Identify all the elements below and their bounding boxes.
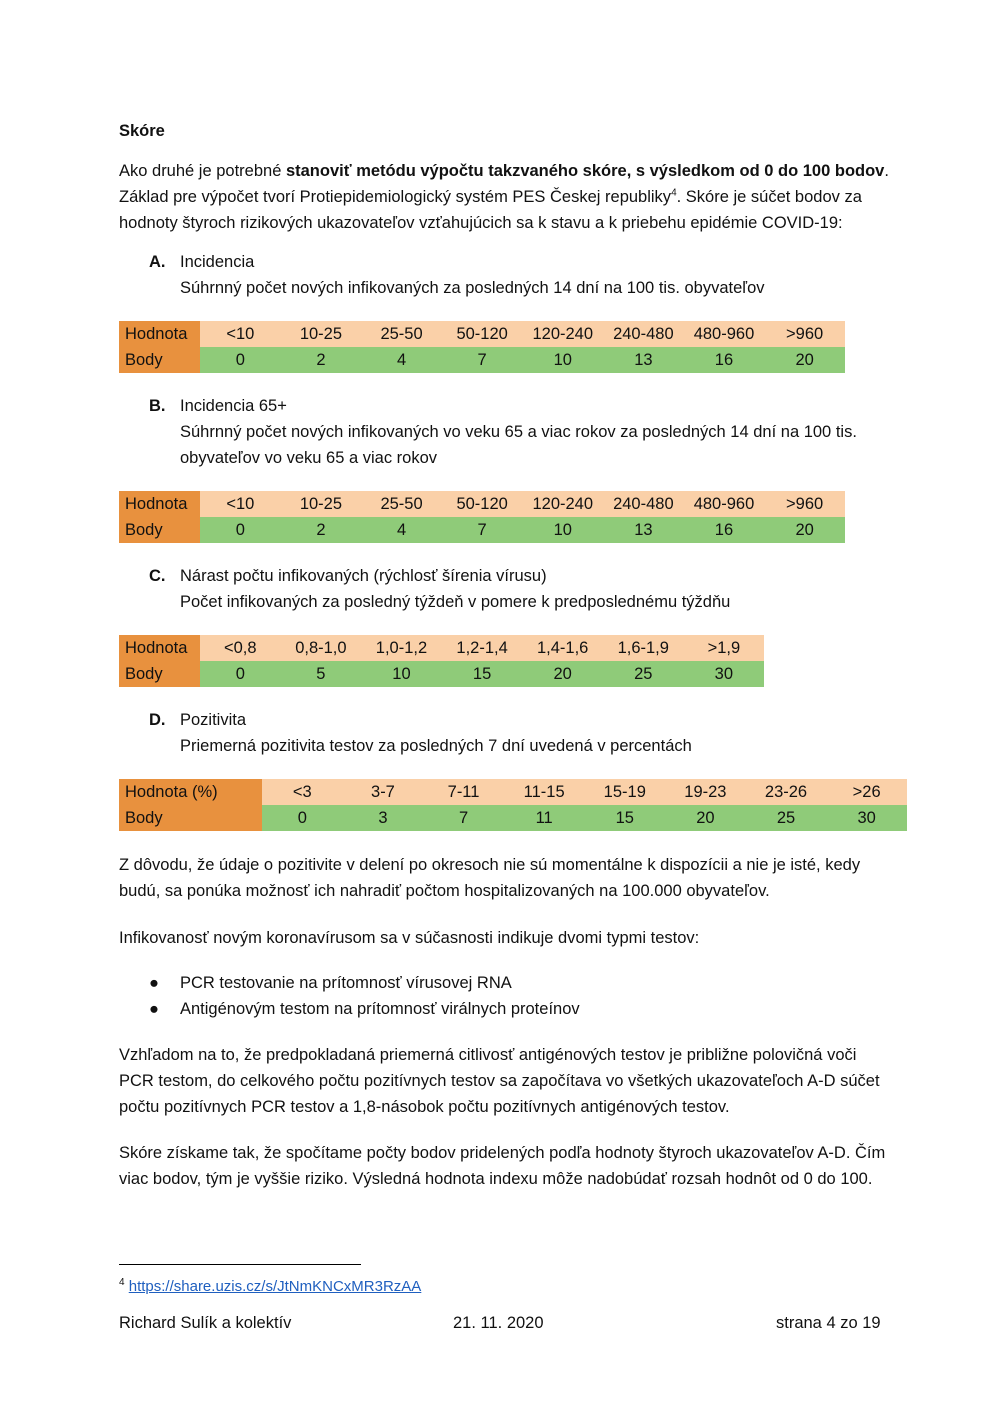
bullet-icon: ● [149, 1000, 159, 1018]
points-cell: 2 [281, 347, 362, 373]
points-cell: 16 [684, 517, 765, 543]
value-row [119, 321, 845, 347]
positivity-paragraph: Z dôvodu, že údaje o pozitivite v delení po okresoch nie sú momentálne k dispozícii a nie je isté, kedy budú, sa ponúka možnosť ich nahradiť počtom hospitalizovaných na 100.000 obyvateľov. [119, 856, 861, 900]
intro-line-1 [119, 158, 899, 184]
footer-author: Richard Sulík a kolektív [119, 1314, 292, 1332]
points-cell: 15 [584, 805, 665, 831]
value-cell: 25-50 [361, 491, 442, 517]
bullet-text: Antigénovým testom na prítomnosť virálnych proteínov [180, 1000, 580, 1018]
indicator-name: Incidencia 65+ [180, 397, 287, 415]
value-cell: 15-19 [584, 779, 665, 805]
points-cell: 15 [442, 661, 523, 687]
points-cell: 13 [603, 517, 684, 543]
score-table-a [119, 321, 845, 373]
value-cell: 11-15 [504, 779, 585, 805]
bullet-icon: ● [149, 974, 159, 992]
value-cell: 50-120 [442, 491, 523, 517]
value-cell: 23-26 [746, 779, 827, 805]
points-cell: 3 [343, 805, 424, 831]
indicator-letter: D. [149, 711, 166, 729]
value-row-label: Hodnota [119, 491, 200, 517]
value-cell: 1,6-1,9 [603, 635, 684, 661]
points-row-label: Body [119, 347, 200, 373]
points-cell: 7 [442, 347, 523, 373]
points-cell: 20 [522, 661, 603, 687]
indicator-description: Počet infikovaných za posledný týždeň v pomere k predposlednému týždňu [180, 593, 731, 611]
footer-page-number: strana 4 zo 19 [776, 1314, 881, 1332]
footnote [119, 1274, 421, 1300]
points-row [119, 661, 764, 687]
value-cell: 50-120 [442, 321, 523, 347]
value-row-label: Hodnota [119, 635, 200, 661]
points-cell: 25 [746, 805, 827, 831]
value-cell: 1,2-1,4 [442, 635, 523, 661]
intro-text: . Skóre je súčet bodov za [676, 188, 862, 206]
points-cell: 16 [684, 347, 765, 373]
value-cell: 19-23 [665, 779, 746, 805]
value-row-label: Hodnota (%) [119, 779, 262, 805]
points-row-label: Body [119, 517, 200, 543]
points-cell: 13 [603, 347, 684, 373]
value-row-label: Hodnota [119, 321, 200, 347]
value-cell: >26 [826, 779, 907, 805]
points-cell: 10 [522, 347, 603, 373]
indicator-letter: C. [149, 567, 166, 585]
indicator-b [149, 393, 889, 471]
score-summary-paragraph: Skóre získame tak, že spočítame počty bodov pridelených podľa hodnoty štyroch ukazovateľov A-D. Čím viac bodov, tým je vyššie riziko. Výsledná hodnota indexu môže nadobúdať rozsah hodnôt od 0 do 100. [119, 1144, 886, 1188]
points-cell: 20 [665, 805, 746, 831]
points-cell: 7 [442, 517, 523, 543]
value-row [119, 491, 845, 517]
points-cell: 11 [504, 805, 585, 831]
points-cell: 20 [764, 517, 845, 543]
points-cell: 0 [200, 517, 281, 543]
intro-bold-text: stanoviť metódu výpočtu takzvaného skóre, s výsledkom od 0 do 100 bodov [285, 162, 885, 180]
indicator-description: Priemerná pozitivita testov za posledných 7 dní uvedená v percentách [180, 737, 692, 755]
intro-line-3: hodnoty štyroch rizikových ukazovateľov vzťahujúcich sa k stavu a k priebehu epidémie COVID-19: [119, 214, 843, 232]
value-cell: 10-25 [281, 491, 362, 517]
indicator-description: Súhrnný počet nových infikovaných vo veku 65 a viac rokov za posledných 14 dní na 100 tis. obyvateľov vo veku 65 a viac rokov [180, 423, 857, 467]
value-cell: 10-25 [281, 321, 362, 347]
intro-paragraph [119, 158, 899, 236]
points-row [119, 347, 845, 373]
value-cell: 1,0-1,2 [361, 635, 442, 661]
value-cell: 3-7 [343, 779, 424, 805]
intro-line-2 [119, 184, 899, 210]
indicator-letter: A. [149, 253, 166, 271]
value-cell: <0,8 [200, 635, 281, 661]
value-cell: 1,4-1,6 [522, 635, 603, 661]
value-cell: <3 [262, 779, 343, 805]
value-cell: 25-50 [361, 321, 442, 347]
indicator-a [149, 249, 889, 301]
value-cell: <10 [200, 321, 281, 347]
intro-text: Základ pre výpočet tvorí Protiepidemiologický systém PES Českej republiky [119, 188, 672, 206]
value-cell: <10 [200, 491, 281, 517]
points-row [119, 805, 907, 831]
points-cell: 10 [361, 661, 442, 687]
value-cell: >1,9 [684, 635, 765, 661]
value-cell: 120-240 [522, 321, 603, 347]
points-row [119, 517, 845, 543]
footnote-reference[interactable]: 4 [671, 187, 677, 199]
points-cell: 2 [281, 517, 362, 543]
value-cell: 240-480 [603, 321, 684, 347]
sensitivity-paragraph: Vzhľadom na to, že predpokladaná priemerná citlivosť antigénových testov je približne polovičná voči PCR testom, do celkového počtu pozitívnych testov sa započítava vo všetkých ukazovateľoch A-D súčet počtu pozitívnych PCR testov a 1,8-násobok počtu pozitívnych antigénových testov. [119, 1046, 880, 1116]
value-cell: 240-480 [603, 491, 684, 517]
indicator-name: Pozitivita [180, 711, 247, 729]
indicator-letter: B. [149, 397, 166, 415]
points-cell: 5 [281, 661, 362, 687]
indicator-d [149, 707, 889, 759]
score-table-c [119, 635, 764, 687]
points-cell: 4 [361, 347, 442, 373]
indicator-name: Incidencia [180, 253, 255, 271]
value-cell: 120-240 [522, 491, 603, 517]
footnote-divider [119, 1264, 361, 1265]
indicator-name: Nárast počtu infikovaných (rýchlosť šírenia vírusu) [180, 567, 547, 585]
tests-intro-paragraph: Infikovanosť novým koronavírusom sa v súčasnosti indikuje dvomi typmi testov: [119, 929, 700, 947]
score-table-b [119, 491, 845, 543]
footer-date: 21. 11. 2020 [453, 1314, 544, 1332]
footnote-link[interactable]: https://share.uzis.cz/s/JtNmKNCxMR3RzAA [128, 1278, 422, 1295]
value-cell: 0,8-1,0 [281, 635, 362, 661]
points-cell: 10 [522, 517, 603, 543]
footnote-number: 4 [119, 1277, 125, 1288]
value-cell: >960 [764, 491, 845, 517]
score-table-d [119, 779, 907, 831]
points-cell: 7 [423, 805, 504, 831]
points-cell: 0 [262, 805, 343, 831]
value-cell: 7-11 [423, 779, 504, 805]
value-cell: 480-960 [684, 491, 765, 517]
indicator-c [149, 563, 889, 615]
points-cell: 20 [764, 347, 845, 373]
value-row [119, 779, 907, 805]
points-cell: 30 [684, 661, 765, 687]
intro-text-end: . [884, 162, 889, 180]
intro-text: Ako druhé je potrebné [119, 162, 286, 180]
value-row [119, 635, 764, 661]
points-cell: 0 [200, 347, 281, 373]
points-row-label: Body [119, 805, 262, 831]
section-heading: Skóre [119, 122, 165, 140]
points-row-label: Body [119, 661, 200, 687]
value-cell: 480-960 [684, 321, 765, 347]
points-cell: 0 [200, 661, 281, 687]
points-cell: 25 [603, 661, 684, 687]
points-cell: 4 [361, 517, 442, 543]
bullet-text: PCR testovanie na prítomnosť vírusovej RNA [180, 974, 512, 992]
value-cell: >960 [764, 321, 845, 347]
indicator-description: Súhrnný počet nových infikovaných za posledných 14 dní na 100 tis. obyvateľov [180, 279, 765, 297]
points-cell: 30 [826, 805, 907, 831]
